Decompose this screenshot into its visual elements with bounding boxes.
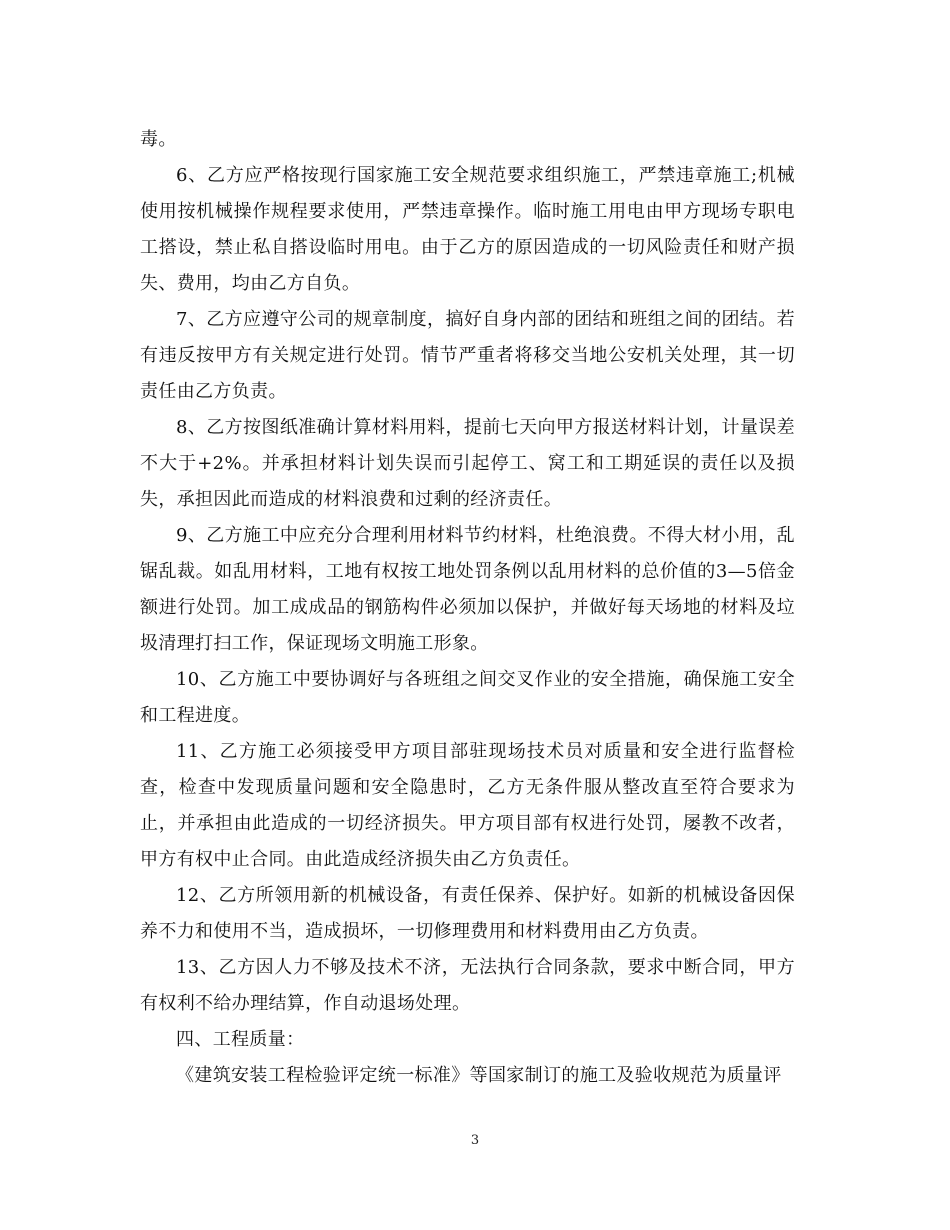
section-heading-quality: 四、工程质量： [176,1029,305,1050]
paragraph-clause-10: 10、乙方施工中要协调好与各班组之间交叉作业的安全措施，确保施工安全和工程进度。 [140,669,795,726]
paragraph-clause-6: 6、乙方应严格按现行国家施工安全规范要求组织施工，严禁违章施工;机械使用按机械操作规程要求使用，严禁违章操作。临时施工用电由甲方现场专职电工搭设，禁止私自搭设临时用电。由于乙方的原因造成的一切风险责任和财产损失、费用，均由乙方自负。 [140,165,795,294]
paragraph-clause-11: 11、乙方施工必须接受甲方项目部驻现场技术员对质量和安全进行监督检查，检查中发现质量问题和安全隐患时，乙方无条件服从整改直至符合要求为止，并承担由此造成的一切经济损失。甲方项目部有权进行处罚，屡教不改者，甲方有权中止合同。由此造成经济损失由乙方负责任。 [140,741,795,870]
paragraph-quality-standard: 《建筑安装工程检验评定统一标准》等国家制订的施工及验收规范为质量评 [176,1065,782,1086]
paragraph-clause-13: 13、乙方因人力不够及技术不济，无法执行合同条款，要求中断合同，甲方有权利不给办理结算，作自动退场处理。 [140,957,795,1014]
document-body [140,122,795,1094]
paragraph-clause-7: 7、乙方应遵守公司的规章制度，搞好自身内部的团结和班组之间的团结。若有违反按甲方有关规定进行处罚。情节严重者将移交当地公安机关处理，其一切责任由乙方负责。 [140,309,795,402]
paragraph-continuation: 毒。 [140,129,177,150]
paragraph-clause-8: 8、乙方按图纸准确计算材料用料，提前七天向甲方报送材料计划，计量误差不大于+2%。并承担材料计划失误而引起停工、窝工和工期延误的责任以及损失，承担因此而造成的材料浪费和过剩的经济责任。 [140,417,795,510]
paragraph-clause-9: 9、乙方施工中应充分合理利用材料节约材料，杜绝浪费。不得大材小用，乱锯乱裁。如乱用材料，工地有权按工地处罚条例以乱用材料的总价值的3—5倍金额进行处罚。加工成成品的钢筋构件必须加以保护，并做好每天场地的材料及垃圾清理打扫工作，保证现场文明施工形象。 [140,525,795,654]
page-number: 3 [470,1133,480,1148]
paragraph-clause-12: 12、乙方所领用新的机械设备，有责任保养、保护好。如新的机械设备因保养不力和使用不当，造成损坏，一切修理费用和材料费用由乙方负责。 [140,885,795,942]
